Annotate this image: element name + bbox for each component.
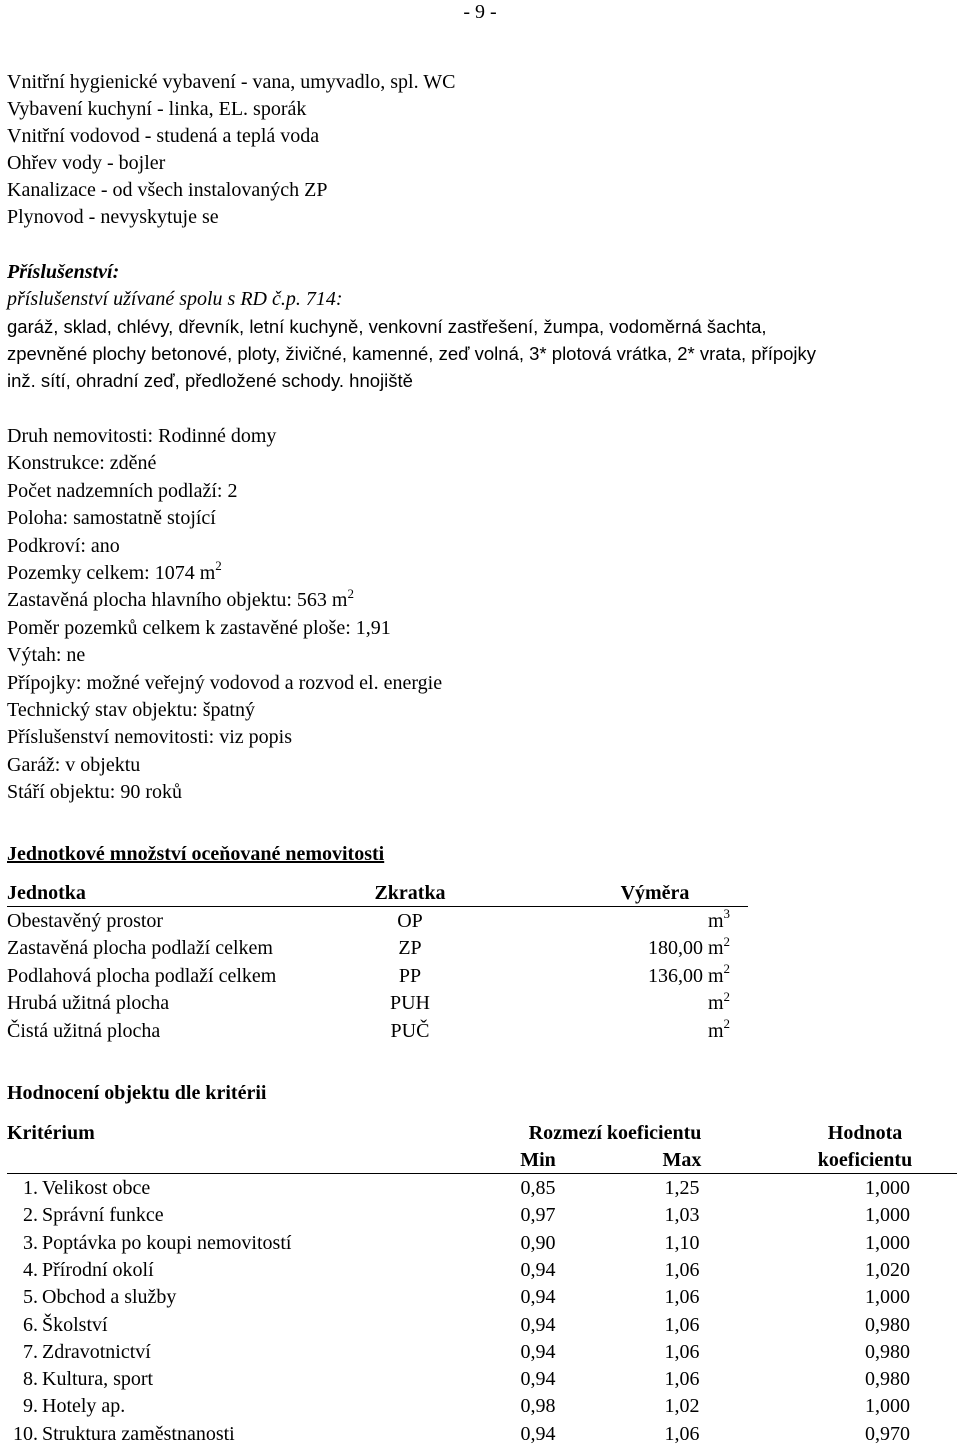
- criteria-heading: Hodnocení objektu dle kritérii: [7, 1082, 267, 1104]
- accessories-line: inž. sítí, ohradní zeď, předložené schody. hnojiště: [7, 370, 413, 391]
- property-info-line: Příslušenství nemovitosti: viz popis: [7, 726, 293, 749]
- criteria-row-max: 1,06: [664, 1286, 700, 1309]
- criteria-row-max: 1,06: [664, 1340, 700, 1363]
- criteria-row-num: 10.: [13, 1422, 38, 1445]
- criteria-row-max: 1,02: [664, 1395, 700, 1418]
- criteria-row-num: 9.: [23, 1395, 38, 1418]
- criteria-row-name: Struktura zaměstnanosti: [42, 1422, 235, 1445]
- criteria-header-range: Rozmezí koeficientu: [528, 1122, 702, 1144]
- property-info-line: Poloha: samostatně stojící: [7, 507, 216, 530]
- criteria-row-value: 0,980: [865, 1340, 910, 1363]
- criteria-row-value: 1,000: [865, 1286, 910, 1309]
- page-number: - 9 -: [463, 1, 497, 23]
- criteria-row-name: Správní funkce: [42, 1204, 164, 1227]
- equipment-line: Plynovod - nevyskytuje se: [7, 206, 219, 228]
- units-header-unit: Jednotka: [7, 882, 86, 904]
- criteria-row-min: 0,94: [520, 1340, 556, 1363]
- units-row-abbr: ZP: [398, 937, 422, 960]
- criteria-row-min: 0,97: [520, 1204, 556, 1227]
- criteria-row-name: Hotely ap.: [42, 1395, 126, 1418]
- criteria-row-max: 1,06: [664, 1258, 700, 1281]
- criteria-row-min: 0,98: [520, 1395, 556, 1418]
- equipment-line: Ohřev vody - bojler: [7, 152, 166, 174]
- criteria-header-max: Max: [662, 1149, 702, 1171]
- criteria-row-max: 1,06: [664, 1422, 700, 1445]
- criteria-row-name: Přírodní okolí: [42, 1258, 154, 1281]
- criteria-row-value: 1,000: [865, 1231, 910, 1254]
- units-header-area: Výměra: [620, 882, 690, 904]
- criteria-row-value: 1,000: [865, 1204, 910, 1227]
- equipment-line: Vnitřní hygienické vybavení - vana, umyvadlo, spl. WC: [7, 71, 456, 93]
- criteria-header-criterion: Kritérium: [7, 1122, 95, 1144]
- property-info-line: Druh nemovitosti: Rodinné domy: [7, 425, 277, 447]
- criteria-row-name: Poptávka po koupi nemovitostí: [42, 1231, 292, 1254]
- units-row-unit: Čistá užitná plocha: [7, 1019, 161, 1042]
- criteria-row-min: 0,94: [520, 1258, 556, 1281]
- criteria-row-value: 1,020: [865, 1258, 910, 1281]
- units-row-unit: Zastavěná plocha podlaží celkem: [7, 937, 273, 960]
- accessories-line: zpevněné plochy betonové, ploty, živičné, kamenné, zeď volná, 3* plotová vrátka, 2* vrata, přípojky: [7, 343, 817, 364]
- property-info-line: Přípojky: možné veřejný vodovod a rozvod el. energie: [7, 671, 443, 694]
- criteria-row-num: 5.: [23, 1286, 38, 1309]
- criteria-row-value: 0,980: [865, 1368, 910, 1391]
- criteria-row-name: Školství: [42, 1313, 108, 1336]
- property-info-line: Pozemky celkem: 1074 $m^2$: [7, 558, 222, 584]
- units-row-area: 180,00 $m^2$: [647, 933, 730, 960]
- units-row-unit: Hrubá užitná plocha: [7, 992, 170, 1015]
- criteria-row-min: 0,94: [520, 1422, 556, 1445]
- accessories-heading: Příslušenství:: [7, 261, 120, 283]
- criteria-row-min: 0,90: [520, 1231, 556, 1254]
- units-row-unit: Podlahová plocha podlaží celkem: [7, 964, 277, 987]
- criteria-row-max: 1,10: [664, 1231, 700, 1254]
- criteria-row-value: 0,970: [865, 1422, 910, 1445]
- criteria-header-rule: [7, 1173, 957, 1174]
- accessories-subheading: příslušenství užívané spolu s RD č.p. 714:: [7, 288, 343, 310]
- criteria-row-num: 8.: [23, 1368, 38, 1391]
- units-row-area: $m^3$: [707, 906, 730, 932]
- accessories-line: garáž, sklad, chlévy, dřevník, letní kuchyně, venkovní zastřešení, žumpa, vodoměrná šachta,: [7, 316, 767, 337]
- criteria-row-min: 0,94: [520, 1286, 556, 1309]
- property-info-line: Konstrukce: zděné: [7, 452, 157, 475]
- equipment-line: Kanalizace - od všech instalovaných ZP: [7, 179, 328, 201]
- criteria-row-min: 0,85: [520, 1177, 556, 1199]
- criteria-row-max: 1,03: [664, 1204, 700, 1227]
- criteria-row-value: 0,980: [865, 1313, 910, 1336]
- criteria-row-name: Velikost obce: [42, 1177, 151, 1199]
- criteria-row-num: 3.: [23, 1231, 38, 1254]
- criteria-row-value: 1,000: [865, 1395, 910, 1418]
- units-row-area: $m^2$: [707, 988, 730, 1015]
- units-row-abbr: PUH: [389, 992, 430, 1015]
- criteria-row-num: 2.: [23, 1204, 38, 1227]
- criteria-row-name: Obchod a služby: [42, 1286, 177, 1309]
- equipment-line: Vnitřní vodovod - studená a teplá voda: [7, 125, 320, 147]
- criteria-header-min: Min: [520, 1149, 556, 1171]
- units-row-unit: Obestavěný prostor: [7, 910, 164, 932]
- criteria-row-num: 6.: [23, 1313, 38, 1336]
- criteria-row-name: Kultura, sport: [42, 1368, 154, 1391]
- property-info-line: Technický stav objektu: špatný: [7, 699, 255, 721]
- units-row-abbr: PP: [398, 964, 422, 987]
- property-info-line: Stáří objektu: 90 roků: [7, 781, 182, 804]
- equipment-line: Vybavení kuchyní - linka, EL. sporák: [7, 98, 307, 120]
- criteria-row-num: 4.: [23, 1258, 38, 1281]
- property-info-line: Výtah: ne: [7, 644, 86, 667]
- criteria-row-num: 1.: [23, 1177, 38, 1199]
- units-header-rule: [7, 906, 748, 907]
- property-info-line: Poměr pozemků celkem k zastavěné ploše: 1,91: [7, 616, 391, 639]
- criteria-row-min: 0,94: [520, 1368, 556, 1391]
- criteria-header-value: Hodnota: [827, 1122, 903, 1144]
- property-info-line: Zastavěná plocha hlavního objektu: 563 $m^2$: [7, 585, 354, 612]
- units-row-area: 136,00 $m^2$: [647, 961, 730, 987]
- property-info-line: Podkroví: ano: [7, 534, 120, 557]
- units-header-abbr: Zkratka: [374, 882, 446, 904]
- property-info-line: Počet nadzemních podlaží: 2: [7, 479, 238, 502]
- units-row-area: $m^2$: [707, 1015, 730, 1042]
- units-row-abbr: PUČ: [390, 1019, 430, 1042]
- criteria-row-max: 1,25: [664, 1177, 700, 1199]
- criteria-header-value-2: koeficientu: [817, 1149, 913, 1171]
- criteria-row-num: 7.: [23, 1340, 38, 1363]
- criteria-row-value: 1,000: [865, 1177, 910, 1199]
- criteria-row-name: Zdravotnictví: [42, 1340, 151, 1363]
- units-heading: Jednotkové množství oceňované nemovitosti: [7, 843, 385, 865]
- criteria-row-min: 0,94: [520, 1313, 556, 1336]
- property-info-line: Garáž: v objektu: [7, 753, 141, 776]
- criteria-row-max: 1,06: [664, 1368, 700, 1391]
- criteria-row-max: 1,06: [664, 1313, 700, 1336]
- units-row-abbr: OP: [397, 910, 423, 932]
